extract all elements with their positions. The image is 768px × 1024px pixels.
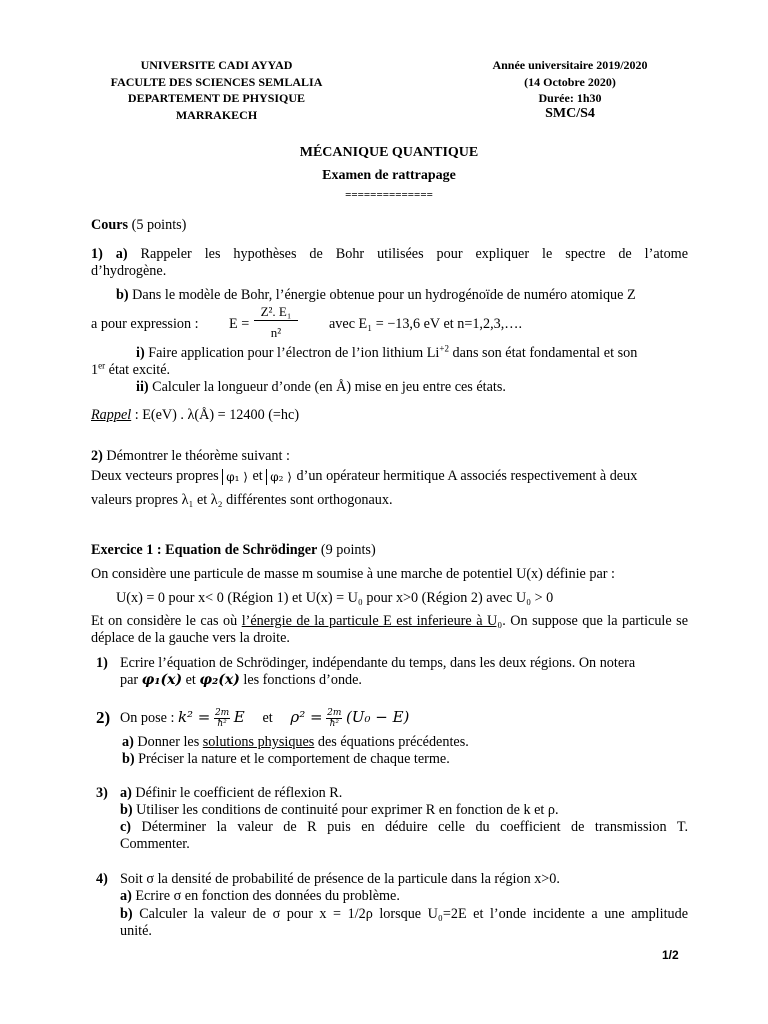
fraction-2m-hbar2-k: $\frac{2m}{\text{ħ²}}$ <box>214 708 230 730</box>
ex-q4-text: Soit σ la densité de probabilité de présence de la particule dans la région x>0. <box>120 871 560 887</box>
ex-q3c-line2: Commenter. <box>120 836 190 852</box>
formula-numerator: Z². E₁ <box>254 303 298 321</box>
fraction-2m-hbar2-rho: $\frac{2m}{\text{ħ²}}$ <box>327 708 342 730</box>
cours-qii: ii) Calculer la longueur d’onde (en Å) mise en jeu entre ces états. <box>136 379 506 395</box>
department-name: DEPARTEMENT DE PHYSIQUE <box>127 91 306 105</box>
exam-duration: Durée: 1h30 <box>538 91 602 105</box>
formula-denominator: n² <box>270 325 282 340</box>
potential-regions: U(x) = 0 pour x< 0 (Région 1) et U(x) = U₀ pour x>0 (Région 2) avec U₀ > 0 <box>116 590 554 606</box>
ex-q3c: c) Déterminer la valeur de R puis en déduire celle du coefficient de transmission T. <box>120 819 688 835</box>
ex-q1-line2: par φ₁(x) et φ₂(x) les fonctions d’onde. <box>120 672 362 688</box>
ex-q2a: a) Donner les solutions physiques des équations précédentes. <box>122 734 469 750</box>
course-code: SMC/S4 <box>545 106 595 121</box>
cours-q2-line1: Deux vecteurs propres φ₁ ⟩ et φ₂ ⟩ d’un opérateur hermitique A associés respectivement à deux <box>91 468 638 484</box>
faculty-name: FACULTE DES SCIENCES SEMLALIA <box>110 75 323 89</box>
ex-q1-num: 1) <box>96 655 108 671</box>
ex-q1-text: Ecrire l’équation de Schrödinger, indépendante du temps, dans les deux régions. On notera <box>120 655 636 671</box>
ex-q4a: a) Ecrire σ en fonction des données du problème. <box>120 888 400 904</box>
cours-heading: Cours (5 points) <box>91 217 187 233</box>
ket-phi1: φ₁ ⟩ <box>222 469 249 485</box>
ex-q3b: b) Utiliser les conditions de continuité pour exprimer R en fonction de k et ρ. <box>120 802 559 818</box>
ex-q3-num: 3) <box>96 785 108 801</box>
exercise-case: Et on considère le cas où l’énergie de la particule E est inferieure à U₀. On suppose que la particule se déplace de la gauche vers la droite. <box>91 613 688 646</box>
exercise-intro: On considère une particule de masse m soumise à une marche de potentiel U(x) définie par : <box>91 566 615 582</box>
cours-q2-line2: valeurs propres λ₁ et λ₂ différentes sont orthogonaux. <box>91 492 393 508</box>
formula-condition: avec E₁ = −13,6 eV et n=1,2,3,…. <box>329 316 522 332</box>
cours-q1a-line2: d’hydrogène. <box>91 263 167 279</box>
academic-year: Année universitaire 2019/2020 <box>492 58 648 72</box>
cours-q2-intro: 2) Démontrer le théorème suivant : <box>91 448 290 464</box>
cours-q1a-line1: 1) a) Rappeler les hypothèses de Bohr utilisées pour expliquer le spectre de l’atome <box>91 246 688 262</box>
rappel-note: Rappel : E(eV) . λ(Å) = 12400 (=hc) <box>91 407 300 423</box>
ex-q4b-line2: unité. <box>120 923 152 939</box>
city-name: MARRAKECH <box>175 108 258 122</box>
ex-q4-num: 4) <box>96 871 108 887</box>
ex-q2b: b) Préciser la nature et le comportement de chaque terme. <box>122 751 450 767</box>
ket-phi2: φ₂ ⟩ <box>266 469 293 485</box>
phi1-symbol: φ₁(x) <box>141 672 183 688</box>
university-name: UNIVERSITE CADI AYYAD <box>140 58 293 72</box>
page-subtitle: Examen de rattrapage <box>322 168 456 183</box>
phi2-symbol: φ₂(x) <box>199 672 240 688</box>
cours-qi-line2: 1er état excité. <box>91 360 171 378</box>
ex-q2-num: 2) <box>96 708 111 727</box>
exercise-heading: Exercice 1 : Equation de Schrödinger (9 points) <box>91 542 376 558</box>
formula-intro: a pour expression : <box>91 316 199 332</box>
ex-q2-definitions: On pose : k² = $\frac{2m}{\text{ħ²}}$ E et ρ² = $\frac{2m}{\text{ħ²}}$ (U₀ − E) <box>120 708 410 730</box>
page-number: 1/2 <box>662 948 679 962</box>
ex-q3a: a) Définir le coefficient de réflexion R. <box>120 785 343 801</box>
exam-date: (14 Octobre 2020) <box>524 75 616 89</box>
title-separator: ============== <box>345 189 433 201</box>
cours-q1b: b) Dans le modèle de Bohr, l’énergie obtenue pour un hydrogénoïde de numéro atomique Z <box>116 287 636 303</box>
cours-qi: i) Faire application pour l’électron de l’ion lithium $Li^{+2}$ dans son état fondamental et son <box>136 343 638 361</box>
ex-q4b: b) Calculer la valeur de σ pour x = 1/2ρ lorsque U₀=2E et l’onde incidente a une amplitude <box>120 906 688 922</box>
formula-lhs: E = <box>229 316 250 332</box>
page-title: MÉCANIQUE QUANTIQUE <box>299 145 479 160</box>
